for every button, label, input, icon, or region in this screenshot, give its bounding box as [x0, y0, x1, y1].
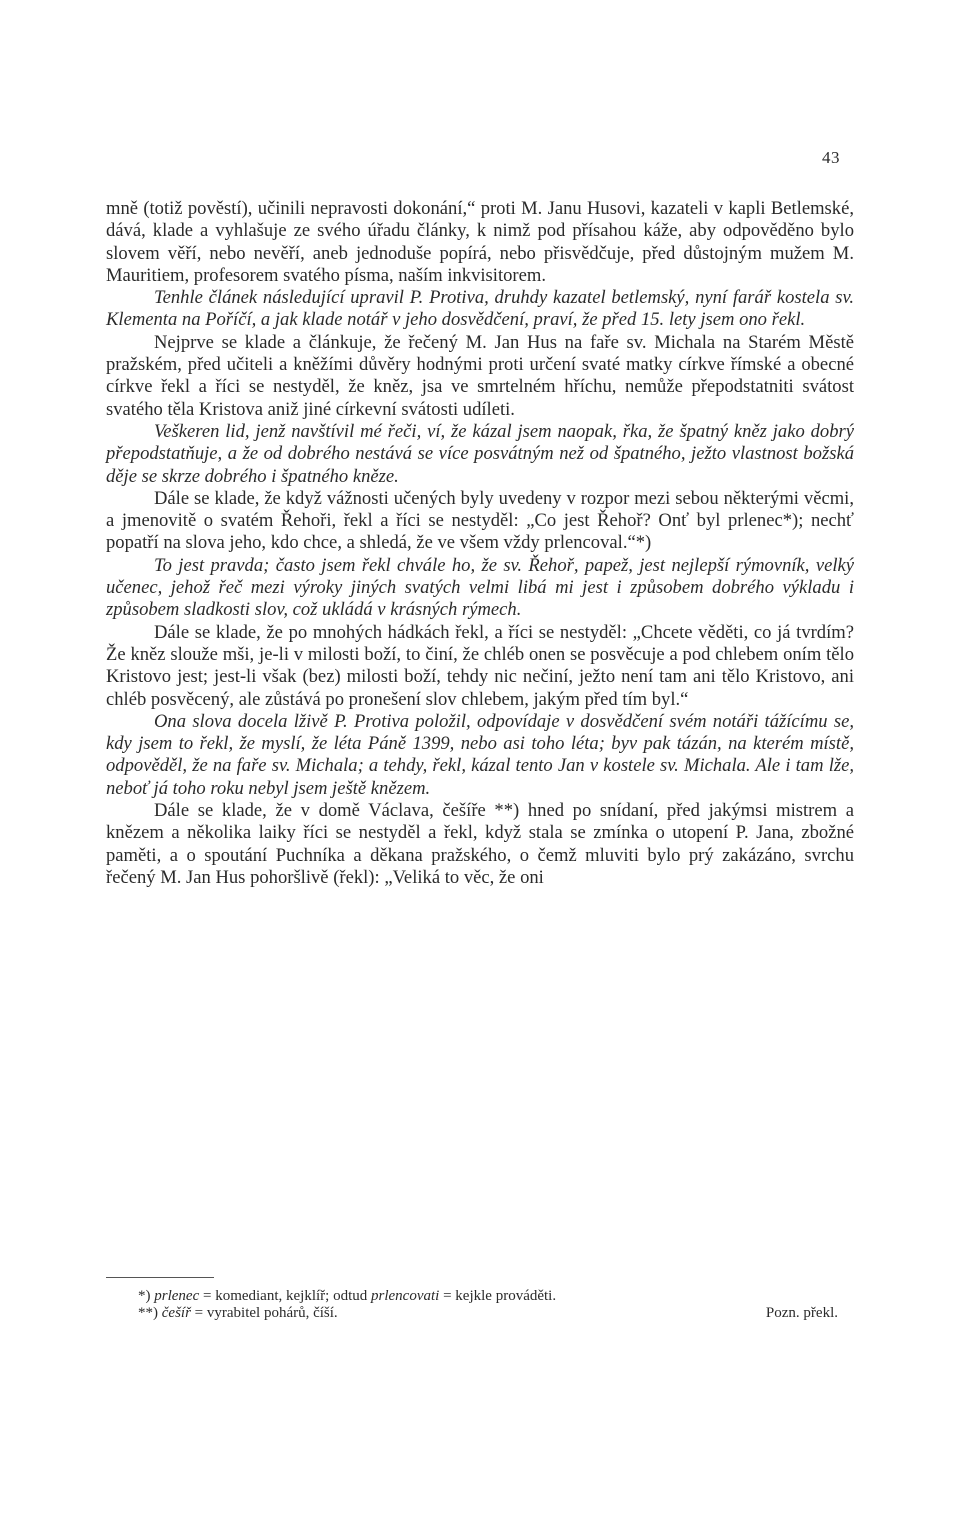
footnotes	[138, 1288, 838, 1322]
paragraph-1: mně (totiž pověstí), učinili nepravosti dokonání,“ proti M. Janu Husovi, kazateli v kapli Betlemské, dává, klade a vyhlašuje ze svého úřadu články, k nimž pod přísahou káže, aby odpověděno bylo slovem věří, nebo nevěří, aneb jednoduše popírá, nebo přisvědčuje, před důstojným mužem M. Mauritiem, profesorem svatého písma, naším inkvisitorem.	[106, 198, 854, 286]
footnote-mark: *)	[138, 1288, 151, 1304]
paragraph-2-italic: Tenhle článek následující upravil P. Protiva, druhdy kazatel betlemský, nyní farář kostela sv. Klementa na Poříčí, a jak klade notář v jeho dosvědčení, praví, že před 15. lety jsem ono řekl.	[106, 287, 854, 331]
paragraph-8-italic: Ona slova docela lživě P. Protiva položil, odpovídaje v dosvědčení svém notáři tážícímu se, kdy jsem to řekl, že myslí, že léta Páně 1399, nebo asi toho léta; byv pak tázán, na kterém místě, odpověděl, že na faře sv. Michala; a tehdy, řekl, kázal tento Jan v kostele sv. Michala. Ale i tam lže, neboť já toho roku nebyl jsem ještě knězem.	[106, 710, 854, 799]
footnote-mark: **)	[138, 1305, 158, 1321]
paragraph-3: Nejprve se klade a článkuje, že řečený M. Jan Hus na faře sv. Michala na Starém Městě pražském, před učiteli a kněžími důvěry hodnými proti určení svaté matky církve římské a obecné církve řekl a říci se nestyděl, že kněz, jsa ve smrtelném hříchu, nemůže přepodstatniti svátost svatého těla Kristova aniž jiné církevní svátosti udíleti.	[106, 331, 854, 420]
footnote-definition-2: = kejkle prováděti.	[443, 1288, 557, 1304]
paragraph-6-italic: To jest pravda; často jsem řekl chvále ho, že sv. Řehoř, papež, jest nejlepší rýmovník, velký učenec, jehož řeč mezi výroky jiných svatých velmi libá mi jest i způsobem dobrého výkladu i způsobem sladkosti slov, což ukládá v krásných rýmech.	[106, 554, 854, 621]
page-number: 43	[822, 148, 840, 167]
footnote-term: češíř	[161, 1305, 191, 1321]
paragraph-5: Dále se klade, že když vážnosti učených byly uvedeny v rozpor mezi sebou některými věcmi, a jmenovitě o svatém Řehoři, řekl a říci se nestyděl: „Co jest Řehoř? Onť byl prlenec*); nechť popatří na slova jeho, kdo chce, a shledá, že ve všem vždy prlencoval.“*)	[106, 487, 854, 554]
footnote-term: prlenec	[154, 1288, 200, 1304]
paragraph-7: Dále se klade, že po mnohých hádkách řekl, a říci se nestyděl: „Chcete věděti, co já tvrdím? Že kněz slouže mši, je-li v milosti boží, to činí, že chléb onen se posvěcuje a pod chlebem oním tělo Kristovo jest; jest-li však (bez) milosti boží, tehdy nic nečiní, ježto není tam ani tělo Kristovo, ani chléb posvěcený, ale zůstává po pronešení slov chlebem, jakým před tím byl.“	[106, 621, 854, 710]
footnote-1	[138, 1288, 838, 1305]
footnote-2	[138, 1305, 838, 1322]
translator-note: Pozn. překl.	[765, 1305, 838, 1321]
footnote-definition: = vyrabitel pohárů, číší.	[194, 1305, 338, 1321]
footnote-definition: = komediant, kejklíř; odtud	[202, 1288, 372, 1304]
paragraph-4-italic: Veškeren lid, jenž navštívil mé řeči, ví, že kázal jsem naopak, řka, že špatný kněz jako dobrý přepodstatňuje, a že od dobrého nestává se více posvátným než od špatného, ježto vlastnost božská děje se skrze dobrého i špatného kněze.	[106, 420, 854, 487]
body-text	[106, 198, 854, 889]
footnote-divider	[106, 1277, 214, 1278]
footnote-term-2: prlencovati	[371, 1288, 440, 1304]
paragraph-9: Dále se klade, že v domě Václava, češíře **) hned po snídaní, před jakýmsi mistrem a knězem a několika laiky říci se nestyděl a řekl, když stala se zmínka o utopení P. Jana, zbožné paměti, a o spoutání Puchníka a děkana pražského, o čemž mluviti bylo prý zakázáno, svrchu řečený M. Jan Hus pohoršlivě (řekl): „Veliká to věc, že oni	[106, 800, 854, 888]
